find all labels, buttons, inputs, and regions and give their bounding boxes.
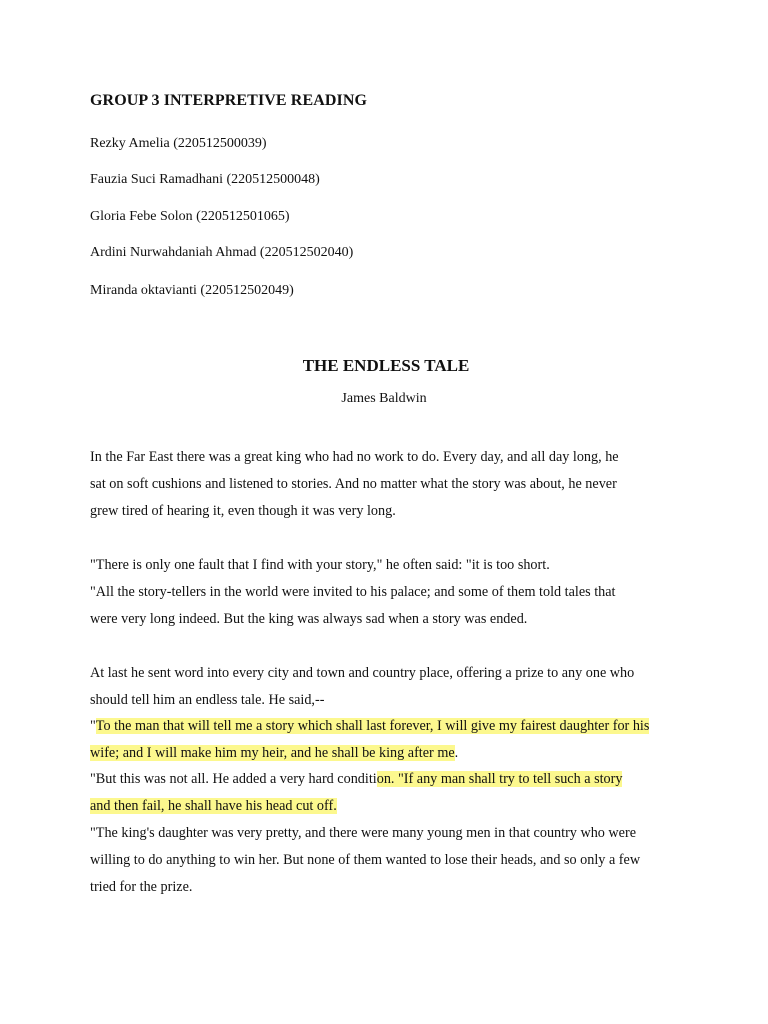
opening-quote: "	[90, 718, 96, 734]
paragraph-3-line-1: At last he sent word into every city and town and country place, offering a prize to any one who	[90, 665, 635, 681]
member-1: Rezky Amelia (220512500039)	[90, 136, 267, 151]
plain-text: "But this was not all. He added a very hard conditi	[90, 771, 377, 787]
member-2: Fauzia Suci Ramadhani (220512500048)	[90, 172, 320, 187]
paragraph-1-line-2: sat on soft cushions and listened to stories. And no matter what the story was about, he never	[90, 476, 617, 492]
member-4: Ardini Nurwahdaniah Ahmad (220512502040)	[90, 245, 354, 260]
paragraph-3-line-6	[90, 798, 337, 815]
highlighted-text: and then fail, he shall have his head cut off.	[90, 798, 337, 814]
document-title: GROUP 3 INTERPRETIVE READING	[90, 92, 368, 109]
paragraph-3-line-5	[90, 771, 622, 788]
story-title: THE ENDLESS TALE	[302, 356, 470, 375]
paragraph-3-line-7: "The king's daughter was very pretty, and there were many young men in that country who were	[90, 825, 636, 841]
paragraph-2-line-2: "All the story-tellers in the world were invited to his palace; and some of them told tales that	[90, 584, 616, 600]
member-3: Gloria Febe Solon (220512501065)	[90, 209, 290, 224]
closing-period: .	[454, 745, 459, 761]
paragraph-3-line-9: tried for the prize.	[90, 879, 193, 895]
paragraph-3-line-4	[90, 745, 458, 762]
paragraph-3-line-8: willing to do anything to win her. But none of them wanted to lose their heads, and so only a few	[90, 852, 641, 868]
highlighted-text: on. "If any man shall try to tell such a story	[376, 771, 623, 787]
paragraph-3-line-3	[90, 718, 649, 735]
highlighted-text: To the man that will tell me a story which shall last forever, I will give my fairest daughter for his	[95, 718, 650, 734]
paragraph-1-line-3: grew tired of hearing it, even though it was very long.	[90, 503, 396, 519]
paragraph-2-line-1: "There is only one fault that I find with your story," he often said: "it is too short.	[90, 557, 550, 573]
story-author: James Baldwin	[341, 391, 427, 406]
paragraph-3-line-2: should tell him an endless tale. He said,--	[90, 692, 325, 708]
member-5: Miranda oktavianti (220512502049)	[90, 283, 294, 298]
paragraph-1-line-1: In the Far East there was a great king who had no work to do. Every day, and all day long, he	[90, 449, 619, 465]
paragraph-2-line-3: were very long indeed. But the king was always sad when a story was ended.	[90, 611, 528, 627]
highlighted-text: wife; and I will make him my heir, and he shall be king after me	[90, 745, 455, 761]
